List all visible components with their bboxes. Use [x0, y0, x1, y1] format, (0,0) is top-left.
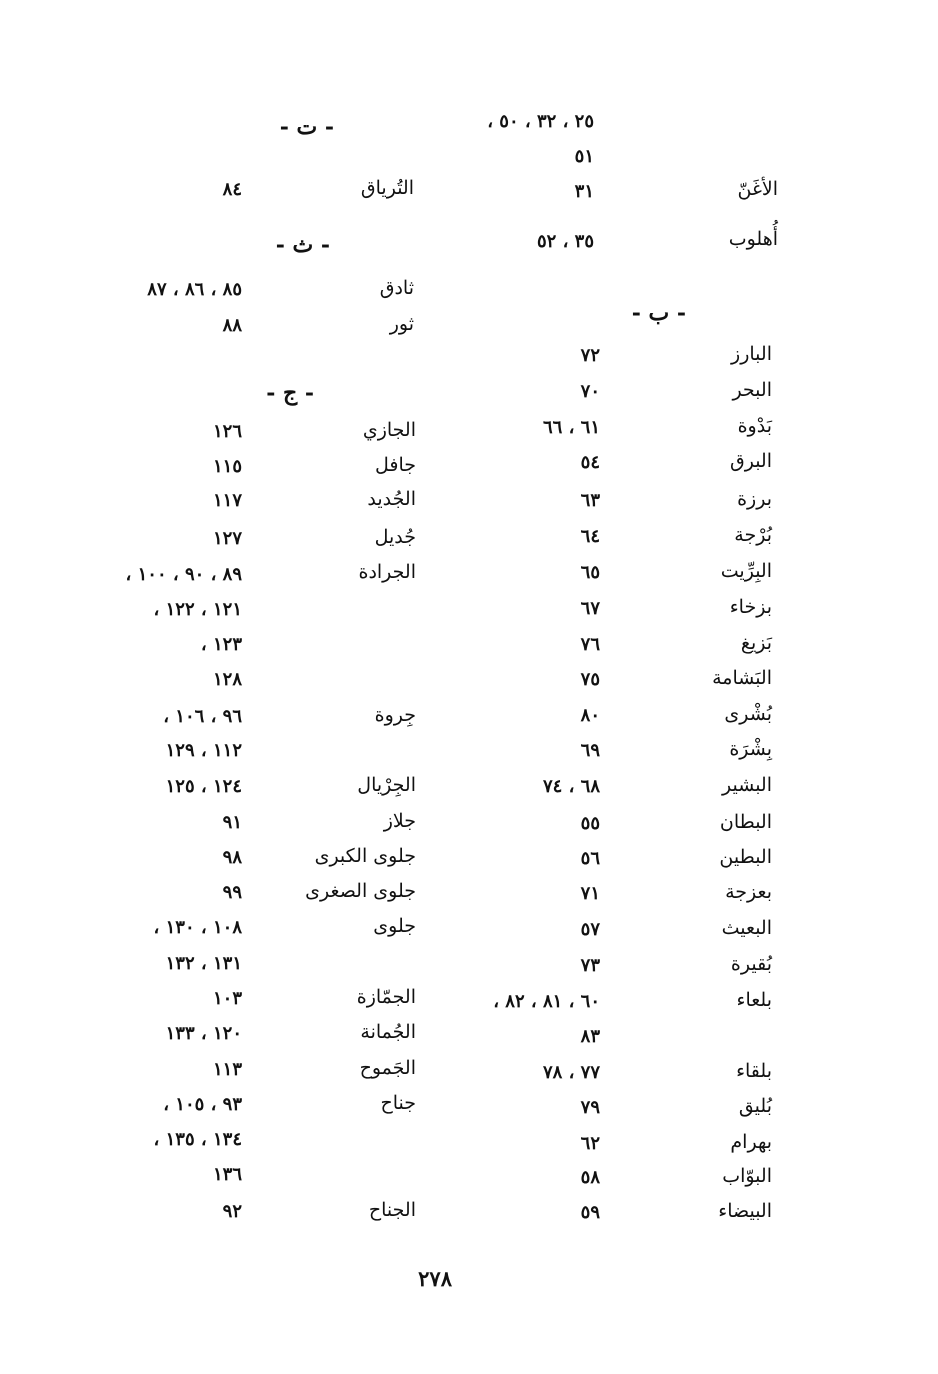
entry-word: بَدْوة: [737, 415, 772, 437]
entry-word: أُهلوب: [728, 228, 778, 250]
entry-word: البارز: [731, 343, 772, 365]
entry-word: الجِرْيال: [357, 774, 416, 796]
entry-pages: ١٢١ ، ١٢٢ ،: [153, 599, 242, 620]
entry-pages: ٨٨: [222, 315, 242, 336]
entry-word: بعزجة: [725, 881, 772, 903]
entry-pages: ٦٥: [580, 562, 600, 583]
entry-pages: ٣٥ ، ٥٢: [536, 231, 594, 252]
entry-word: جناح: [380, 1092, 416, 1114]
entry-pages: ٨٠: [580, 705, 600, 726]
entry-word: جلوى الكبرى: [314, 845, 416, 867]
entry-pages: ٦٤: [580, 526, 600, 547]
entry-pages: ١٣٤ ، ١٣٥ ،: [153, 1129, 242, 1150]
entry-pages: ٩٦ ، ١٠٦ ،: [163, 706, 242, 727]
entry-word: الأغَنّ: [737, 178, 778, 200]
continuation-pages: ٢٥ ، ٣٢ ، ٥٠ ،: [487, 111, 594, 132]
entry-word: الجمّازة: [356, 986, 416, 1008]
entry-pages: ٥٨: [580, 1167, 600, 1188]
entry-pages: ٦١ ، ٦٦: [542, 417, 600, 438]
entry-pages: ٨٥ ، ٨٦ ، ٨٧: [147, 279, 242, 300]
entry-word: الجُمانة: [360, 1021, 416, 1043]
entry-pages: ٨٤: [222, 179, 242, 200]
entry-word: ثادق: [379, 277, 414, 299]
entry-word: البطين: [719, 846, 772, 868]
entry-pages: ٥٦: [580, 848, 600, 869]
entry-pages: ٦٣: [580, 490, 600, 511]
entry-pages: ٩٢: [222, 1201, 242, 1222]
entry-pages: ١٢٣ ،: [200, 634, 242, 655]
entry-pages: ٥٤: [580, 452, 600, 473]
page-number: ٢٧٨: [418, 1266, 452, 1291]
entry-pages: ٨٩ ، ٩٠ ، ١٠٠ ،: [125, 564, 242, 585]
entry-word: البيضاء: [718, 1200, 772, 1222]
entry-word: الجرادة: [358, 561, 416, 583]
entry-pages: ١٢٧: [212, 528, 242, 549]
entry-pages: ٥٩: [580, 1202, 600, 1223]
entry-pages: ٧٠: [580, 381, 600, 402]
entry-word: بِشْرَة: [729, 738, 772, 760]
entry-pages: ١٢٦: [212, 421, 242, 442]
continuation-pages: ٥١: [574, 146, 594, 167]
entry-pages: ١١٧: [212, 490, 242, 511]
entry-pages: ٧٢: [580, 345, 600, 366]
entry-pages: ٩٩: [222, 882, 242, 903]
entry-pages: ٨٣: [580, 1026, 600, 1047]
entry-pages: ١٣٦: [212, 1164, 242, 1185]
section-heading-b: - ب -: [631, 300, 686, 326]
entry-word: بلقاء: [736, 1060, 772, 1082]
entry-pages: ١٠٣: [212, 988, 242, 1009]
section-heading-th: - ث -: [275, 232, 330, 258]
section-heading-t: - ت -: [279, 114, 334, 140]
entry-pages: ١٢٤ ، ١٢٥: [165, 776, 242, 797]
entry-pages: ٦٩: [580, 740, 600, 761]
entry-pages: ٧٧ ، ٧٨: [542, 1062, 600, 1083]
entry-word: ثور: [389, 313, 414, 335]
entry-word: الجَموح: [359, 1057, 416, 1079]
entry-pages: ٩١: [222, 812, 242, 833]
entry-word: البشير: [722, 774, 772, 796]
section-heading-j: - ج -: [266, 380, 314, 406]
entry-word: جُديل: [374, 526, 416, 548]
entry-word: التُرياق: [360, 177, 414, 199]
entry-word: البحر: [732, 379, 772, 401]
entry-pages: ٥٧: [580, 919, 600, 940]
entry-pages: ٦٠ ، ٨١ ، ٨٢ ،: [493, 991, 600, 1012]
entry-word: البعيث: [721, 917, 772, 939]
entry-pages: ٧١: [580, 883, 600, 904]
entry-word: جافل: [374, 454, 416, 476]
entry-pages: ٦٨ ، ٧٤: [542, 776, 600, 797]
entry-word: البوّاب: [722, 1165, 772, 1187]
entry-pages: ٦٧: [580, 598, 600, 619]
entry-word: الجُديد: [367, 488, 416, 510]
entry-pages: ٧٥: [580, 669, 600, 690]
entry-pages: ١١٢ ، ١٢٩: [165, 740, 242, 761]
entry-word: الجازي: [362, 419, 416, 441]
entry-word: البِرِّيت: [720, 560, 772, 582]
entry-word: بُقيرة: [730, 953, 772, 975]
entry-word: بلعاء: [736, 989, 772, 1011]
entry-pages: ٩٣ ، ١٠٥ ،: [163, 1094, 242, 1115]
entry-pages: ٧٩: [580, 1097, 600, 1118]
entry-word: جلاز: [383, 810, 416, 832]
entry-word: بُليق: [738, 1095, 772, 1117]
entry-word: البطان: [719, 811, 772, 833]
entry-pages: ٧٦: [580, 634, 600, 655]
entry-pages: ٣١: [574, 181, 594, 202]
entry-pages: ٧٣: [580, 955, 600, 976]
entry-pages: ١٢٨: [212, 669, 242, 690]
entry-word: بزخاء: [729, 596, 772, 618]
entry-word: الجناح: [368, 1199, 416, 1221]
entry-pages: ١١٣: [212, 1059, 242, 1080]
entry-word: بَزيغ: [740, 632, 772, 654]
entry-word: جلوى: [373, 915, 416, 937]
entry-pages: ٩٨: [222, 847, 242, 868]
entry-word: بهرام: [730, 1131, 772, 1153]
entry-word: جِروة: [374, 704, 416, 726]
entry-pages: ١٠٨ ، ١٣٠ ،: [153, 917, 242, 938]
entry-pages: ١١٥: [212, 456, 242, 477]
entry-pages: ١٣١ ، ١٣٢: [165, 953, 242, 974]
entry-pages: ١٢٠ ، ١٣٣: [165, 1023, 242, 1044]
entry-pages: ٦٢: [580, 1133, 600, 1154]
entry-word: البَشامة: [712, 667, 772, 689]
entry-pages: ٥٥: [580, 813, 600, 834]
entry-word: جلوى الصغرى: [305, 880, 416, 902]
entry-word: بُشْرى: [724, 703, 772, 725]
entry-word: البرق: [729, 450, 772, 472]
entry-word: برزة: [737, 488, 772, 510]
entry-word: بُرْجة: [734, 524, 772, 546]
